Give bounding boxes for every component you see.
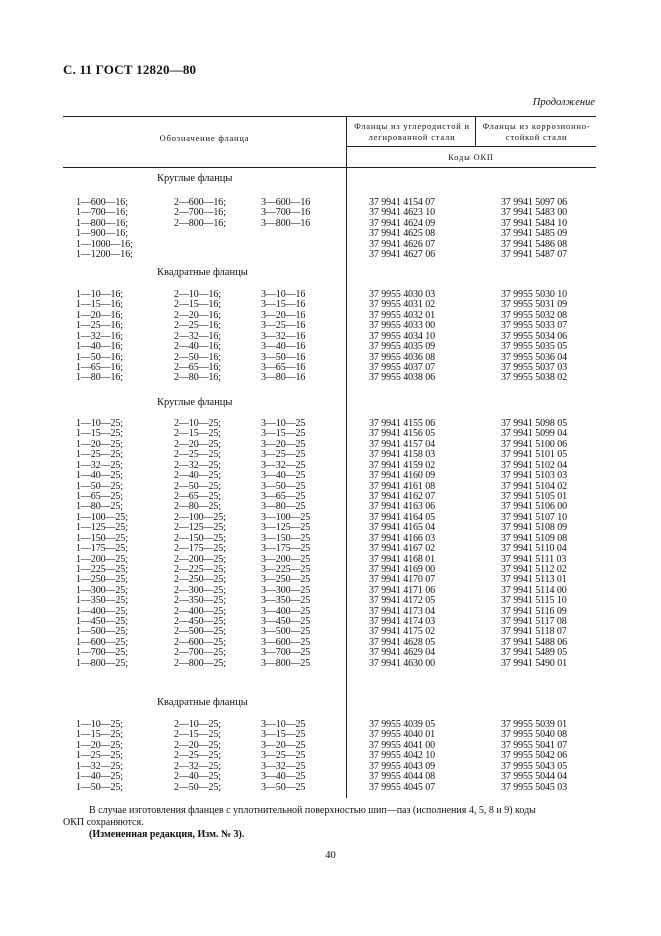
okp-code-corrosion: 37 9941 5114 00 [501, 584, 567, 596]
table-row [63, 439, 596, 450]
okp-code-carbon: 37 9941 4171 06 [369, 584, 436, 596]
flange-designation: 3—15—25 [261, 428, 306, 440]
flange-designation: 2—32—16; [174, 330, 221, 342]
okp-code-carbon: 37 9941 4157 04 [369, 438, 436, 450]
okp-code-carbon: 37 9941 4174 03 [369, 616, 436, 627]
flange-designation: 3—500—25 [261, 626, 311, 638]
table-row [63, 719, 596, 730]
okp-code-carbon: 37 9955 4045 07 [369, 781, 436, 793]
table-row [63, 470, 596, 481]
okp-code-corrosion: 37 9941 5102 04 [501, 459, 568, 471]
flange-designation: 1—15—25; [76, 729, 123, 741]
okp-code-carbon: 37 9941 4162 07 [369, 490, 436, 502]
flange-designation: 1—400—25; [76, 605, 128, 617]
table-row [63, 522, 596, 533]
flange-designation: 3—600—25 [261, 636, 311, 648]
flange-designation: 1—150—25; [76, 532, 128, 544]
table-row [63, 740, 596, 751]
okp-code-corrosion: 37 9941 5113 01 [501, 574, 567, 586]
section-title: Квадратные фланцы [157, 267, 248, 278]
flange-designation: 1—100—25; [76, 511, 128, 523]
table-row [63, 574, 596, 585]
flange-designation: 1—600—16; [76, 197, 128, 208]
okp-code-corrosion: 37 9955 5036 04 [501, 351, 568, 363]
flange-designation: 1—50—25; [76, 781, 123, 793]
table-row [63, 299, 596, 310]
flange-designation: 3—150—25 [261, 532, 311, 544]
header-carbon-steel: Фланцы из углеродистой и легированной стали [354, 121, 470, 142]
okp-code-corrosion: 37 9941 5098 05 [501, 418, 568, 429]
flange-designation: 2—10—25; [174, 418, 221, 429]
okp-code-carbon: 37 9955 4033 00 [369, 320, 436, 332]
okp-code-corrosion: 37 9941 5099 04 [501, 428, 568, 440]
flange-designation: 1—80—25; [76, 501, 123, 513]
okp-code-carbon: 37 9941 4623 10 [369, 207, 436, 219]
flange-designation: 3—350—25 [261, 595, 311, 607]
flange-designation: 3—32—25 [261, 459, 306, 471]
okp-header-divider [346, 146, 596, 147]
flange-designation: 2—150—25; [174, 532, 226, 544]
flange-designation: 3—50—25 [261, 480, 306, 492]
okp-code-carbon: 37 9955 4037 07 [369, 361, 436, 373]
flange-designation: 1—200—25; [76, 553, 128, 565]
okp-code-corrosion: 37 9955 5041 07 [501, 739, 568, 751]
flange-designation: 3—32—16 [261, 330, 306, 342]
table-row [63, 449, 596, 460]
flange-designation: 3—10—25 [261, 418, 306, 429]
flange-designation: 2—50—16; [174, 351, 221, 363]
flange-designation: 2—500—25; [174, 626, 226, 638]
okp-code-corrosion: 37 9955 5030 10 [501, 289, 568, 300]
okp-code-carbon: 37 9941 4156 05 [369, 428, 436, 440]
flange-designation: 1—700—25; [76, 647, 128, 659]
footnote-line-1: В случае изготовления фланцев с уплотнительной поверхностью шип—паз (исполнения 4, 5, 8 и 9) коды [89, 805, 536, 816]
flange-designation: 1—15—25; [76, 428, 123, 440]
okp-code-carbon: 37 9941 4159 02 [369, 459, 436, 471]
flange-designation: 3—225—25 [261, 563, 311, 575]
flange-designation: 3—10—25 [261, 719, 306, 730]
footnote-line-2: ОКП сохраняются. [63, 817, 144, 828]
flange-designation: 3—800—25 [261, 657, 311, 669]
okp-code-carbon: 37 9941 4628 05 [369, 636, 436, 648]
page-number: 40 [325, 850, 336, 861]
table-row [63, 761, 596, 772]
flange-designation: 1—50—16; [76, 351, 123, 363]
flange-designation: 3—100—25 [261, 511, 311, 523]
table-row [63, 310, 596, 321]
flange-designation: 2—65—25; [174, 490, 221, 502]
okp-code-corrosion: 37 9941 5485 09 [501, 228, 568, 240]
flange-designation: 1—20—16; [76, 309, 123, 321]
flange-designation: 1—125—25; [76, 522, 128, 534]
flange-designation: 2—700—25; [174, 647, 226, 659]
flange-designation: 2—200—25; [174, 553, 226, 565]
okp-code-carbon: 37 9941 4172 05 [369, 595, 436, 607]
okp-code-corrosion: 37 9941 5483 00 [501, 207, 568, 219]
flange-designation: 1—65—25; [76, 490, 123, 502]
okp-code-carbon: 37 9941 4630 00 [369, 657, 436, 669]
flange-designation: 1—32—25; [76, 459, 123, 471]
flange-designation: 2—40—25; [174, 470, 221, 482]
flange-designation: 3—250—25 [261, 574, 311, 586]
table-row [63, 418, 596, 429]
table-top-border [63, 116, 596, 117]
okp-code-corrosion: 37 9941 5112 02 [501, 563, 567, 575]
flange-designation: 1—20—25; [76, 438, 123, 450]
flange-designation: 1—350—25; [76, 595, 128, 607]
flange-designation: 3—25—16 [261, 320, 306, 332]
okp-code-carbon: 37 9941 4158 03 [369, 449, 436, 461]
okp-code-corrosion: 37 9955 5043 05 [501, 760, 568, 772]
okp-code-corrosion: 37 9941 5111 03 [501, 553, 567, 565]
table-row [63, 341, 596, 352]
table-row [63, 771, 596, 782]
okp-code-corrosion: 37 9941 5097 06 [501, 197, 568, 208]
flange-designation: 3—40—16 [261, 341, 306, 353]
flange-designation: 1—32—16; [76, 330, 123, 342]
table-row [63, 626, 596, 637]
flange-designation: 2—800—16; [174, 217, 226, 229]
okp-code-corrosion: 37 9941 5106 00 [501, 501, 568, 513]
table-row [63, 228, 596, 239]
okp-code-carbon: 37 9941 4626 07 [369, 238, 436, 250]
flange-designation: 3—200—25 [261, 553, 311, 565]
table-row [63, 595, 596, 606]
okp-codes-table [63, 116, 596, 798]
flange-designation: 3—25—25 [261, 449, 306, 461]
flange-designation: 2—800—25; [174, 657, 226, 669]
flange-designation: 2—40—25; [174, 771, 221, 783]
okp-code-carbon: 37 9955 4042 10 [369, 750, 436, 762]
okp-code-corrosion: 37 9941 5104 02 [501, 480, 568, 492]
okp-code-corrosion: 37 9941 5118 07 [501, 626, 567, 638]
okp-code-carbon: 37 9941 4170 07 [369, 574, 436, 586]
okp-code-carbon: 37 9955 4032 01 [369, 309, 436, 321]
flange-designation: 2—25—16; [174, 320, 221, 332]
okp-code-carbon: 37 9955 4038 06 [369, 372, 436, 384]
table-row [63, 460, 596, 471]
flange-designation: 1—500—25; [76, 626, 128, 638]
okp-code-corrosion: 37 9955 5031 09 [501, 299, 568, 311]
okp-code-corrosion: 37 9955 5040 08 [501, 729, 568, 741]
okp-code-carbon: 37 9941 4160 09 [369, 470, 436, 482]
flange-designation: 3—65—16 [261, 361, 306, 373]
flange-designation: 3—40—25 [261, 470, 306, 482]
flange-designation: 2—10—16; [174, 289, 221, 300]
okp-code-corrosion: 37 9955 5039 01 [501, 719, 568, 730]
okp-code-corrosion: 37 9941 5108 09 [501, 522, 568, 534]
flange-designation: 2—600—25; [174, 636, 226, 648]
okp-code-carbon: 37 9955 4044 08 [369, 771, 436, 783]
flange-designation: 3—700—25 [261, 647, 311, 659]
okp-code-corrosion: 37 9955 5033 07 [501, 320, 568, 332]
flange-designation: 1—40—25; [76, 470, 123, 482]
header-bottom-border [63, 167, 596, 168]
flange-designation: 3—175—25 [261, 543, 311, 554]
table-row [63, 239, 596, 250]
flange-designation: 2—125—25; [174, 522, 226, 534]
flange-designation: 3—15—16 [261, 299, 306, 311]
table-row [63, 729, 596, 740]
flange-designation: 3—80—16 [261, 372, 306, 384]
flange-designation: 2—250—25; [174, 574, 226, 586]
flange-designation: 2—80—25; [174, 501, 221, 513]
flange-designation: 3—25—25 [261, 750, 306, 762]
table-row [63, 543, 596, 554]
flange-designation: 3—700—16 [261, 207, 311, 219]
flange-designation: 2—80—16; [174, 372, 221, 384]
okp-code-corrosion: 37 9955 5032 08 [501, 309, 568, 321]
amendment-note: (Измененная редакция, Изм. № 3). [89, 829, 245, 840]
flange-designation: 2—700—16; [174, 207, 226, 219]
flange-designation: 3—50—16 [261, 351, 306, 363]
header-corrosion-steel: Фланцы из коррозионно-стойкой стали [482, 121, 591, 142]
okp-code-corrosion: 37 9941 5116 09 [501, 605, 567, 617]
section-title: Круглые фланцы [157, 397, 233, 408]
flange-designation: 2—65—16; [174, 361, 221, 373]
flange-designation: 1—20—25; [76, 739, 123, 751]
flange-designation: 3—32—25 [261, 760, 306, 772]
table-row [63, 320, 596, 331]
okp-code-carbon: 37 9941 4629 04 [369, 647, 436, 659]
okp-code-corrosion: 37 9955 5035 05 [501, 341, 568, 353]
flange-designation: 1—1200—16; [76, 249, 133, 261]
okp-code-carbon: 37 9941 4166 03 [369, 532, 436, 544]
table-row [63, 197, 596, 208]
okp-code-corrosion: 37 9941 5101 05 [501, 449, 568, 461]
flange-designation: 1—10—16; [76, 289, 123, 300]
section-title: Квадратные фланцы [157, 697, 248, 708]
okp-code-carbon: 37 9955 4040 01 [369, 729, 436, 741]
flange-designation: 1—15—16; [76, 299, 123, 311]
flange-designation: 1—25—25; [76, 449, 123, 461]
flange-designation: 1—10—25; [76, 719, 123, 730]
flange-designation: 1—65—16; [76, 361, 123, 373]
table-row [63, 554, 596, 565]
okp-code-carbon: 37 9941 4168 01 [369, 553, 436, 565]
okp-code-corrosion: 37 9941 5109 08 [501, 532, 568, 544]
flange-designation: 2—32—25; [174, 459, 221, 471]
okp-code-corrosion: 37 9941 5489 05 [501, 647, 568, 659]
okp-code-carbon: 37 9941 4154 07 [369, 197, 436, 208]
okp-code-carbon: 37 9955 4035 09 [369, 341, 436, 353]
okp-code-corrosion: 37 9941 5487 07 [501, 249, 568, 261]
okp-code-carbon: 37 9941 4169 00 [369, 563, 436, 575]
table-row [63, 585, 596, 596]
flange-designation: 1—40—25; [76, 771, 123, 783]
okp-code-carbon: 37 9941 4165 04 [369, 522, 436, 534]
flange-designation: 3—80—25 [261, 501, 306, 513]
table-row [63, 362, 596, 373]
page-header: С. 11 ГОСТ 12820—80 [63, 62, 197, 77]
flange-designation: 2—100—25; [174, 511, 226, 523]
flange-designation: 3—20—25 [261, 438, 306, 450]
flange-designation: 1—300—25; [76, 584, 128, 596]
flange-designation: 1—25—16; [76, 320, 123, 332]
table-row [63, 512, 596, 523]
okp-code-carbon: 37 9941 4173 04 [369, 605, 436, 617]
flange-designation: 2—32—25; [174, 760, 221, 772]
okp-code-carbon: 37 9955 4036 08 [369, 351, 436, 363]
okp-code-carbon: 37 9941 4164 05 [369, 511, 436, 523]
flange-designation: 3—15—25 [261, 729, 306, 741]
table-row [63, 331, 596, 342]
flange-designation: 3—800—16 [261, 217, 311, 229]
okp-code-corrosion: 37 9955 5042 06 [501, 750, 568, 762]
flange-designation: 1—800—25; [76, 657, 128, 669]
flange-designation: 2—20—25; [174, 739, 221, 751]
table-row [63, 428, 596, 439]
flange-designation: 2—15—25; [174, 729, 221, 741]
flange-designation: 2—600—16; [174, 197, 226, 208]
flange-designation: 2—50—25; [174, 781, 221, 793]
flange-designation: 2—175—25; [174, 543, 226, 554]
table-row [63, 352, 596, 363]
okp-code-corrosion: 37 9941 5117 08 [501, 616, 567, 627]
table-row [63, 647, 596, 658]
table-row [63, 481, 596, 492]
okp-code-carbon: 37 9941 4163 06 [369, 501, 436, 513]
table-row [63, 533, 596, 544]
okp-code-carbon: 37 9941 4625 08 [369, 228, 436, 240]
okp-code-carbon: 37 9955 4041 00 [369, 739, 436, 751]
okp-code-carbon: 37 9941 4161 08 [369, 480, 436, 492]
flange-designation: 3—65—25 [261, 490, 306, 502]
flange-designation: 3—400—25 [261, 605, 311, 617]
flange-designation: 3—20—25 [261, 739, 306, 751]
okp-code-corrosion: 37 9955 5045 03 [501, 781, 568, 793]
okp-code-corrosion: 37 9941 5488 06 [501, 636, 568, 648]
footnote [63, 805, 603, 829]
okp-code-corrosion: 37 9955 5034 06 [501, 330, 568, 342]
flange-designation: 2—20—25; [174, 438, 221, 450]
okp-code-carbon: 37 9941 4175 02 [369, 626, 436, 638]
table-row [63, 750, 596, 761]
flange-designation: 1—800—16; [76, 217, 128, 229]
okp-code-corrosion: 37 9941 5490 01 [501, 657, 568, 669]
table-row [63, 289, 596, 300]
flange-designation: 3—20—16 [261, 309, 306, 321]
flange-designation: 1—225—25; [76, 563, 128, 575]
flange-designation: 2—400—25; [174, 605, 226, 617]
section-title: Круглые фланцы [157, 173, 233, 184]
flange-designation: 1—700—16; [76, 207, 128, 219]
flange-designation: 1—175—25; [76, 543, 128, 554]
table-row [63, 207, 596, 218]
flange-designation: 1—50—25; [76, 480, 123, 492]
table-row [63, 372, 596, 383]
flange-designation: 1—80—16; [76, 372, 123, 384]
table-row [63, 606, 596, 617]
flange-designation: 1—250—25; [76, 574, 128, 586]
flange-designation: 3—600—16 [261, 197, 311, 208]
table-row [63, 218, 596, 229]
header-okp-codes: Коды ОКП [448, 152, 494, 162]
flange-designation: 2—25—25; [174, 750, 221, 762]
okp-code-corrosion: 37 9941 5105 01 [501, 490, 568, 502]
header-designation: Обозначение фланца [159, 133, 250, 143]
okp-code-corrosion: 37 9955 5037 03 [501, 361, 568, 373]
flange-designation: 1—1000—16; [76, 238, 133, 250]
okp-code-carbon: 37 9941 4624 09 [369, 217, 436, 229]
continuation-label: Продолжение [532, 97, 595, 108]
flange-designation: 1—450—25; [76, 616, 128, 627]
okp-code-corrosion: 37 9955 5044 04 [501, 771, 568, 783]
flange-designation: 1—10—25; [76, 418, 123, 429]
okp-code-corrosion: 37 9941 5107 10 [501, 511, 568, 523]
table-row [63, 491, 596, 502]
flange-designation: 1—40—16; [76, 341, 123, 353]
flange-designation: 3—40—25 [261, 771, 306, 783]
okp-code-carbon: 37 9955 4030 03 [369, 289, 436, 300]
flange-designation: 2—225—25; [174, 563, 226, 575]
okp-code-corrosion: 37 9941 5110 04 [501, 543, 567, 554]
table-row [63, 782, 596, 793]
okp-code-corrosion: 37 9941 5100 06 [501, 438, 568, 450]
okp-code-corrosion: 37 9941 5486 08 [501, 238, 568, 250]
column-divider-2 [475, 116, 476, 146]
flange-designation: 2—300—25; [174, 584, 226, 596]
flange-designation: 3—125—25 [261, 522, 311, 534]
okp-code-carbon: 37 9941 4627 06 [369, 249, 436, 261]
flange-designation: 2—40—16; [174, 341, 221, 353]
okp-code-corrosion: 37 9941 5115 10 [501, 595, 567, 607]
okp-code-corrosion: 37 9941 5484 10 [501, 217, 568, 229]
table-row [63, 658, 596, 669]
flange-designation: 1—600—25; [76, 636, 128, 648]
table-row [63, 637, 596, 648]
okp-code-carbon: 37 9955 4043 09 [369, 760, 436, 772]
flange-designation: 2—350—25; [174, 595, 226, 607]
flange-designation: 2—15—25; [174, 428, 221, 440]
flange-designation: 2—50—25; [174, 480, 221, 492]
okp-code-carbon: 37 9955 4031 02 [369, 299, 436, 311]
table-row [63, 249, 596, 260]
okp-code-carbon: 37 9955 4034 10 [369, 330, 436, 342]
flange-designation: 2—10—25; [174, 719, 221, 730]
table-row [63, 501, 596, 512]
okp-code-corrosion: 37 9955 5038 02 [501, 372, 568, 384]
flange-designation: 3—50—25 [261, 781, 306, 793]
okp-code-carbon: 37 9941 4155 06 [369, 418, 436, 429]
flange-designation: 3—10—16 [261, 289, 306, 300]
flange-designation: 2—20—16; [174, 309, 221, 321]
flange-designation: 2—25—25; [174, 449, 221, 461]
flange-designation: 2—450—25; [174, 616, 226, 627]
flange-designation: 3—450—25 [261, 616, 311, 627]
flange-designation: 2—15—16; [174, 299, 221, 311]
table-row [63, 616, 596, 627]
okp-code-carbon: 37 9941 4167 02 [369, 543, 436, 554]
table-row [63, 564, 596, 575]
flange-designation: 3—300—25 [261, 584, 311, 596]
okp-code-corrosion: 37 9941 5103 03 [501, 470, 568, 482]
okp-code-carbon: 37 9955 4039 05 [369, 719, 436, 730]
flange-designation: 1—25—25; [76, 750, 123, 762]
flange-designation: 1—32—25; [76, 760, 123, 772]
flange-designation: 1—900—16; [76, 228, 128, 240]
